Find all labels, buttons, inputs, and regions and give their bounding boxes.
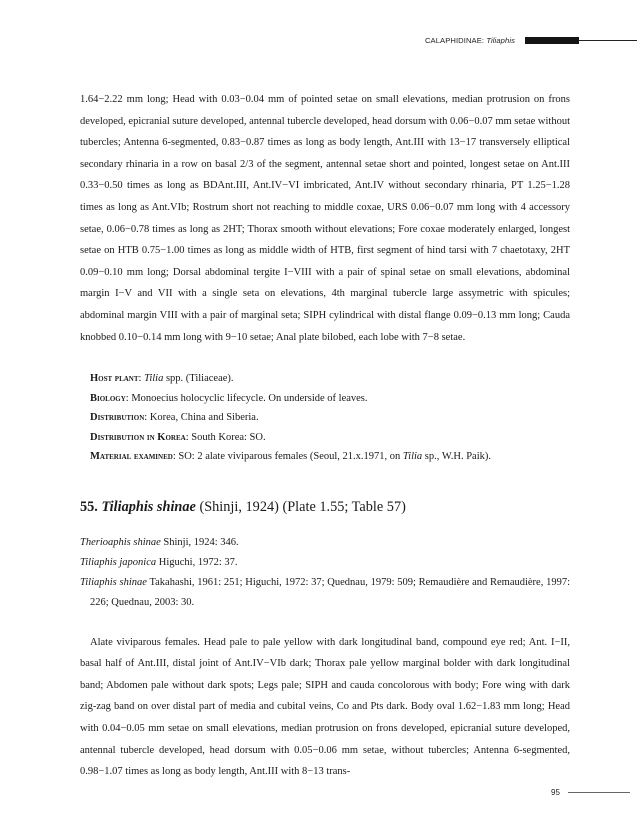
running-head <box>425 34 637 46</box>
biology-text: Monoecius holocyclic lifecycle. On underside of leaves. <box>131 392 368 404</box>
distribution-text: Korea, China and Siberia. <box>149 412 259 424</box>
synonym-name: Tiliaphis japonica <box>80 556 157 568</box>
footer-rule <box>568 792 630 793</box>
material-text-end: sp., W.H. Paik). <box>422 451 492 463</box>
page-number: 95 <box>551 788 560 797</box>
synonym-name: Tiliaphis shinae <box>80 576 147 588</box>
running-head-bar <box>525 37 579 44</box>
synonym-list <box>80 533 570 613</box>
distribution-korea-text: South Korea: SO. <box>191 431 266 443</box>
synonym-entry <box>80 533 570 553</box>
synonym-ref: Shinji, 1924: 346. <box>160 536 239 548</box>
distribution-line: Distribution: Korea, China and Siberia. <box>90 412 259 424</box>
species-heading <box>80 496 570 518</box>
biology-line: Biology: Monoecius holocyclic lifecycle. On underside of leaves. <box>90 392 368 404</box>
host-plant-line: Host plant: Tilia spp. (Tiliaceae). <box>90 373 234 385</box>
running-head-text <box>425 36 515 45</box>
biology-label: Biology <box>90 392 126 404</box>
running-head-genus: Tiliaphis <box>486 35 515 45</box>
species-number: 55. <box>80 498 98 515</box>
continued-description: 1.64−2.22 mm long; Head with 0.03−0.04 mm of pointed setae on small elevations, median protrusion on frons developed, epicranial suture developed, antennal tubercle developed, head dorsum with 0.06−0.07 mm setae without tubercles; Antenna 6-segmented, 0.83−0.87 times as long as body length, Ant.III with 13−17 transversely elliptical secondary rhinaria in a row on basal 2/3 of the segment, antennal setae short and pointed, longest setae on Ant.III 0.33−0.50 times as long as BDAnt.III, Ant.IV−VI imbricated, Ant.IV without secondary rhinaria, PT 1.25−1.28 times as long as Ant.VIb; Rostrum short not reaching to middle coxae, URS 0.06−0.07 mm long with 4 accessory setae, 0.06−0.78 times as long as 2HT; Thorax smooth without elevations; Fore coxae moderately enlarged, longest setae on HTB 0.75−1.00 times as long as middle width of HTB, first segment of hind tarsi with 7 chaetotaxy, 2HT 0.09−0.10 mm long; Dorsal abdominal tergite I−VIII with a pair of spinal setae on small elevations, abdominal margin I−V and VII with a single seta on elevations, 4th marginal tubercle large assymetric with spicules; abdominal margin VIII with a pair of marginal seta; SIPH cylindrical with distal flange 0.09−0.13 mm long; Cauda knobbed 0.10−0.14 mm long with 9−10 setae; Anal plate bilobed, each lobe with 7−8 setae. <box>80 94 570 343</box>
species-author: (Shinji, 1924) (Plate 1.55; Table 57) <box>195 498 406 515</box>
species-description: Alate viviparous females. Head pale to pale yellow with dark longitudinal band, compound eye red; Ant. I−II, basal half of Ant.III, distal joint of Ant.IV−VIb dark; Thorax pale yellow marginal bolder with dark longitudinal band; Abdomen pale without dark spots; Legs pale; SIPH and cauda concolorous with body; Fore wing with dark zig-zag band on over distal part of media and cubital veins, Co and Pts dark. Body oval 1.62−1.83 mm long; Head with 0.04−0.05 mm setae on small elevations, median protrusion on frons developed, epicranial suture developed, antennal tubercle developed, head dorsum with 0.05−0.06 mm setae, without tubercles; Antenna 6-segmented, 0.98−1.07 times as long as body length, Ant.III with 8−13 trans- <box>80 636 570 778</box>
material-line: Material examined: SO: 2 alate viviparous females (Seoul, 21.x.1971, on Tilia sp., W.H. Paik). <box>90 451 492 463</box>
synonym-entry <box>80 553 570 573</box>
synonym-name: Therioaphis shinae <box>80 536 161 548</box>
host-plant-rest: spp. (Tiliaceae). <box>163 373 234 385</box>
synonym-ref: Takahashi, 1961: 251; Higuchi, 1972: 37; Quednau, 1979: 509; Remaudière and Remaudière, 1997: 226; Quednau, 2003: 30. <box>90 576 570 608</box>
host-plant-label: Host plant <box>90 373 139 385</box>
distribution-korea-label: Distribution in Korea <box>90 431 186 443</box>
synonym-ref: Higuchi, 1972: 37. <box>156 556 238 568</box>
host-plant-genus: Tilia <box>144 373 164 385</box>
running-head-family: CALAPHIDINAE: <box>424 35 485 45</box>
running-head-rule <box>579 40 637 41</box>
distribution-label: Distribution <box>90 412 145 424</box>
material-text: SO: 2 alate viviparous females (Seoul, 21.x.1971, on <box>178 451 403 463</box>
species-metadata <box>80 369 570 467</box>
page-body <box>80 89 570 783</box>
material-label: Material examined <box>90 451 173 463</box>
distribution-korea-line: Distribution in Korea: South Korea: SO. <box>90 431 266 443</box>
material-genus: Tilia <box>402 451 423 463</box>
species-name: Tiliaphis shinae <box>101 498 196 515</box>
page-footer <box>551 788 630 797</box>
synonym-entry <box>80 573 570 613</box>
